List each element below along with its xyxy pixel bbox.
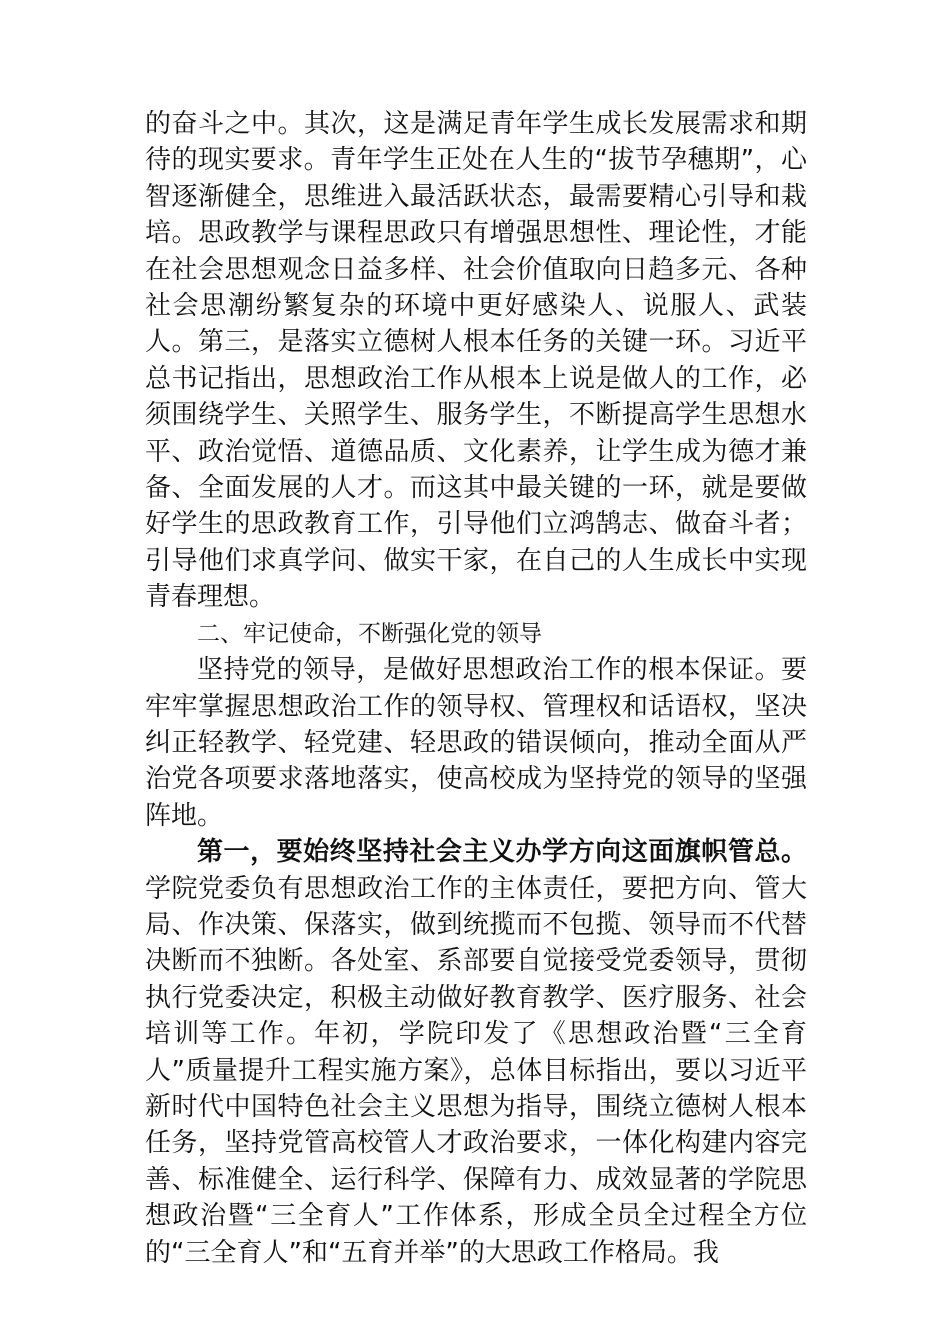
paragraph-continuation: 的奋斗之中。其次，这是满足青年学生成长发展需求和期待的现实要求。青年学生正处在人生的“拔节孕穗期”，心智逐渐健全，思维进入最活跃状态，最需要精心引导和栽培。思政教学与课程思政只有增强思想性、理论性，才能在社会思想观念日益多样、社会价值取向日趋多元、各种社会思潮纷繁复杂的环境中更好感染人、说服人、武装人。第三，是落实立德树人根本任务的关键一环。习近平总书记指出，思想政治工作从根本上说是做人的工作，必须围绕学生、关照学生、服务学生，不断提高学生思想水平、政治觉悟、道德品质、文化素养，让学生成为德才兼备、全面发展的人才。而这其中最关键的一环，就是要做好学生的思政教育工作，引导他们立鸿鹄志、做奋斗者；引导他们求真学问、做实干家，在自己的人生成长中实现青春理想。 — [145, 109, 807, 613]
section-heading: 二、牢记使命，不断强化党的领导 — [197, 620, 542, 647]
paragraph-first-point — [145, 834, 807, 1271]
paragraph-first-point-body: 学院党委负有思想政治工作的主体责任，要把方向、管大局、作决策、保落实，做到统揽而不包揽、领导而不代替决断而不独断。各处室、系部要自觉接受党委领导，贯彻执行党委决定，积极主动做好教育教学、医疗服务、社会培训等工作。年初，学院印发了《思想政治暨“三全育人”质量提升工程实施方案》，总体目标指出，要以习近平新时代中国特色社会主义思想为指导，围绕立德树人根本任务，坚持党管高校管人才政治要求，一体化构建内容完善、标准健全、运行科学、保障有力、成效显著的学院思想政治暨“三全育人”工作体系，形成全员全过程全方位的“三全育人”和“五育并举”的大思政工作格局。我 — [145, 873, 807, 1268]
paragraph-leadership: 坚持党的领导，是做好思想政治工作的根本保证。要牢牢掌握思想政治工作的领导权、管理权和话语权，坚决纠正轻教学、轻党建、轻思政的错误倾向，推动全面从严治党各项要求落地落实，使高校成为坚持党的领导的坚强阵地。 — [145, 655, 807, 831]
paragraph-first-point-lead: 第一，要始终坚持社会主义办学方向这面旗帜管总。 — [197, 837, 807, 868]
document-body — [145, 106, 807, 1271]
